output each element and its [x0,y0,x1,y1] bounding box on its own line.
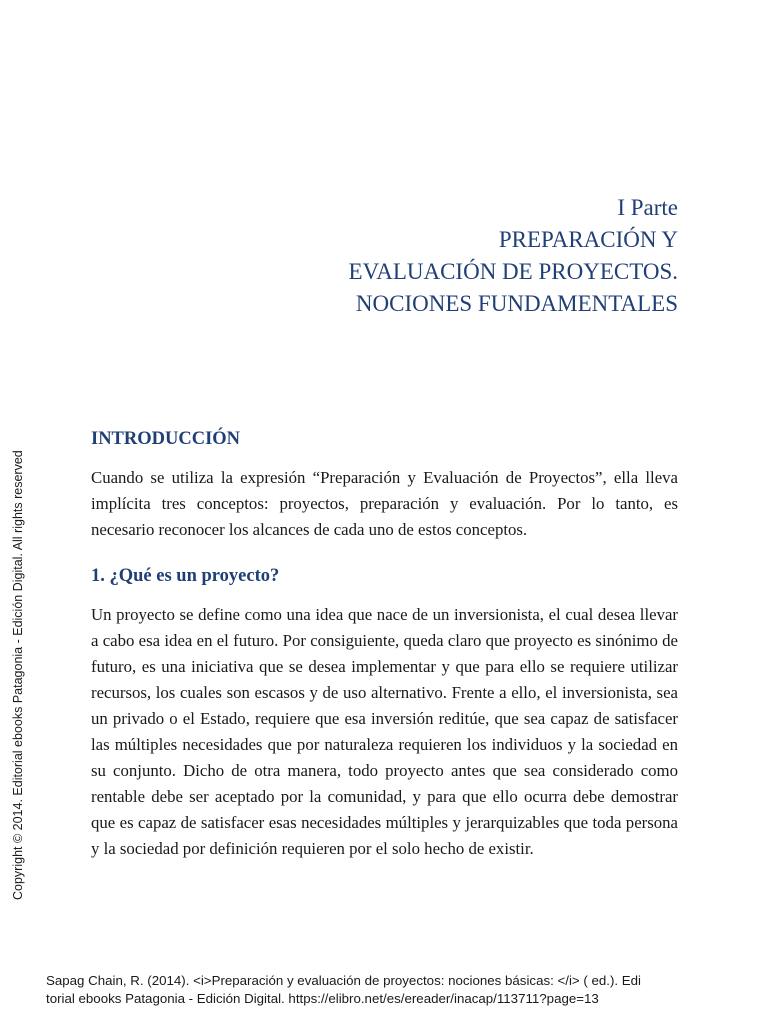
part-title-line-1: PREPARACIÓN Y [498,227,678,252]
part-label: I Parte [617,195,678,220]
introduction-heading: INTRODUCCIÓN [91,429,241,449]
citation-footer [46,972,746,1008]
section-1-heading: 1. ¿Qué es un proyecto? [91,566,280,586]
citation-line-1: Sapag Chain, R. (2014). <i>Preparación y evaluación de proyectos: nociones básicas: </i> ( ed.). Edi [46,973,642,988]
page-content [91,426,678,862]
side-copyright-notice: Copyright © 2014. Editorial ebooks Patagonia - Edición Digital. All rights reserved [11,450,25,900]
section-1-paragraph: Un proyecto se define como una idea que nace de un inversionista, el cual desea llevar a cabo esa idea en el futuro. Por consiguiente, queda claro que proyecto es sinónimo de futuro, es una iniciativa que se desea implementar y que para ello se requiere utilizar recursos, los cuales son escasos y de uso alternativo. Frente a ello, el inversionista, sea un privado o el Estado, requiere que esa inversión reditúe, que sea capaz de satisfacer las múltiples necesidades que por naturaleza requieren los individuos y la sociedad en su conjunto. Dicho de otra manera, todo proyecto antes que sea considerado como rentable debe ser aceptado por la comunidad, y para que ello ocurra debe demostrar que es capaz de satisfacer esas necesidades múltiples y jerarquizables que toda persona y la sociedad por definición requieren por el solo hecho de existir. [91,605,678,858]
part-title-line-3: NOCIONES FUNDAMENTALES [355,291,678,316]
part-title-line-2: EVALUACIÓN DE PROYECTOS. [348,259,678,284]
citation-line-2[interactable]: torial ebooks Patagonia - Edición Digital. https://elibro.net/es/ereader/inacap/113711?page=13 [46,991,599,1006]
part-heading [349,192,678,320]
introduction-paragraph: Cuando se utiliza la expresión “Preparación y Evaluación de Proyectos”, ella lleva implícita tres conceptos: proyectos, preparación y evaluación. Por lo tanto, es necesario reconocer los alcances de cada uno de estos conceptos. [91,468,678,539]
